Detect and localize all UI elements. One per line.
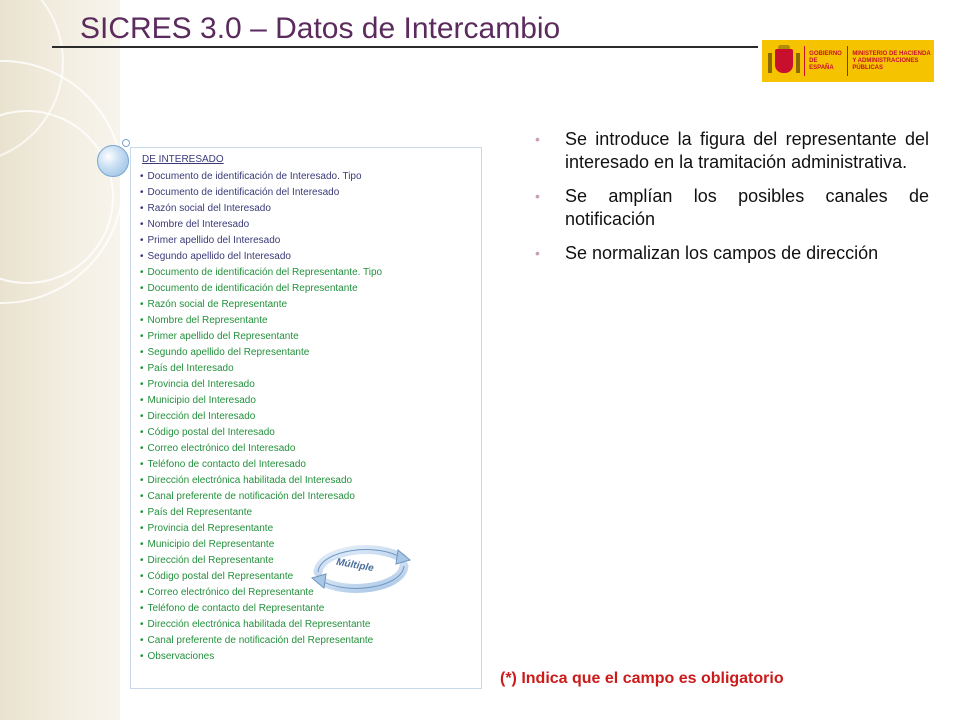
box-heading: DE INTERESADO	[142, 154, 224, 165]
logo-ministry-text: MINISTERIO DE HACIENDA Y ADMINISTRACIONES PÚBLICAS	[852, 50, 931, 71]
field-item: • Nombre del Representante	[140, 313, 382, 329]
field-item: • Segundo apellido del Representante	[140, 345, 382, 361]
logo-government-text: GOBIERNO DE ESPAÑA	[809, 50, 842, 71]
field-item: • Dirección electrónica habilitada del Interesado	[140, 473, 382, 489]
multiple-cycle-badge	[306, 538, 416, 598]
field-item: • Razón social de Representante	[140, 297, 382, 313]
title-underline	[52, 46, 758, 48]
field-item: • País del Interesado	[140, 361, 382, 377]
logo-divider	[847, 46, 848, 76]
bullet-item	[535, 242, 929, 265]
field-item: • Código postal del Interesado	[140, 425, 382, 441]
bullet-item	[535, 185, 929, 231]
field-item: • Municipio del Interesado	[140, 393, 382, 409]
field-item: • Provincia del Interesado	[140, 377, 382, 393]
field-item: • Correo electrónico del Interesado	[140, 441, 382, 457]
field-item: • Primer apellido del Interesado	[140, 233, 382, 249]
decorative-bubble	[97, 145, 129, 177]
bullet-list	[535, 128, 929, 276]
bullet-dot-icon: •	[535, 131, 540, 147]
bullet-item	[535, 128, 929, 174]
field-item: • Nombre del Interesado	[140, 217, 382, 233]
field-item: • Dirección del Interesado	[140, 409, 382, 425]
field-item: • Teléfono de contacto del Interesado	[140, 457, 382, 473]
footnote: (*) Indica que el campo es obligatorio	[500, 670, 784, 687]
field-item: • Primer apellido del Representante	[140, 329, 382, 345]
field-item: • Documento de identificación del Interesado	[140, 185, 382, 201]
government-logo	[762, 40, 934, 82]
field-item: • Documento de identificación de Interesado. Tipo	[140, 169, 382, 185]
field-item: • Documento de identificación del Representante. Tipo	[140, 265, 382, 281]
fields-box	[130, 147, 482, 689]
coat-of-arms-icon	[766, 43, 800, 79]
field-item: • Municipio del Representante	[140, 537, 382, 553]
bullet-text: Se amplían los posibles canales de notificación	[565, 186, 929, 229]
decorative-dot	[122, 139, 130, 147]
logo-divider	[804, 46, 805, 76]
field-item: • País del Representante	[140, 505, 382, 521]
field-item: • Documento de identificación del Representante	[140, 281, 382, 297]
field-item: • Canal preferente de notificación del Interesado	[140, 489, 382, 505]
field-item: • Dirección del Representante	[140, 553, 382, 569]
bullet-text: Se introduce la figura del representante del interesado en la tramitación administrativa.	[565, 129, 929, 172]
multiple-label: Múltiple	[335, 556, 375, 575]
decorative-left-band	[0, 0, 120, 720]
field-item: • Observaciones	[140, 649, 382, 665]
field-item: • Provincia del Representante	[140, 521, 382, 537]
field-item: • Teléfono de contacto del Representante	[140, 601, 382, 617]
bullet-dot-icon: •	[535, 188, 540, 204]
field-item: • Canal preferente de notificación del Representante	[140, 633, 382, 649]
field-item: • Código postal del Representante	[140, 569, 382, 585]
slide-title: SICRES 3.0 – Datos de Intercambio	[80, 12, 561, 45]
field-item: • Correo electrónico del Representante	[140, 585, 382, 601]
field-item: • Dirección electrónica habilitada del Representante	[140, 617, 382, 633]
bullet-text: Se normalizan los campos de dirección	[565, 243, 879, 263]
bullet-dot-icon: •	[535, 245, 540, 261]
field-item: • Razón social del Interesado	[140, 201, 382, 217]
field-item: • Segundo apellido del Interesado	[140, 249, 382, 265]
